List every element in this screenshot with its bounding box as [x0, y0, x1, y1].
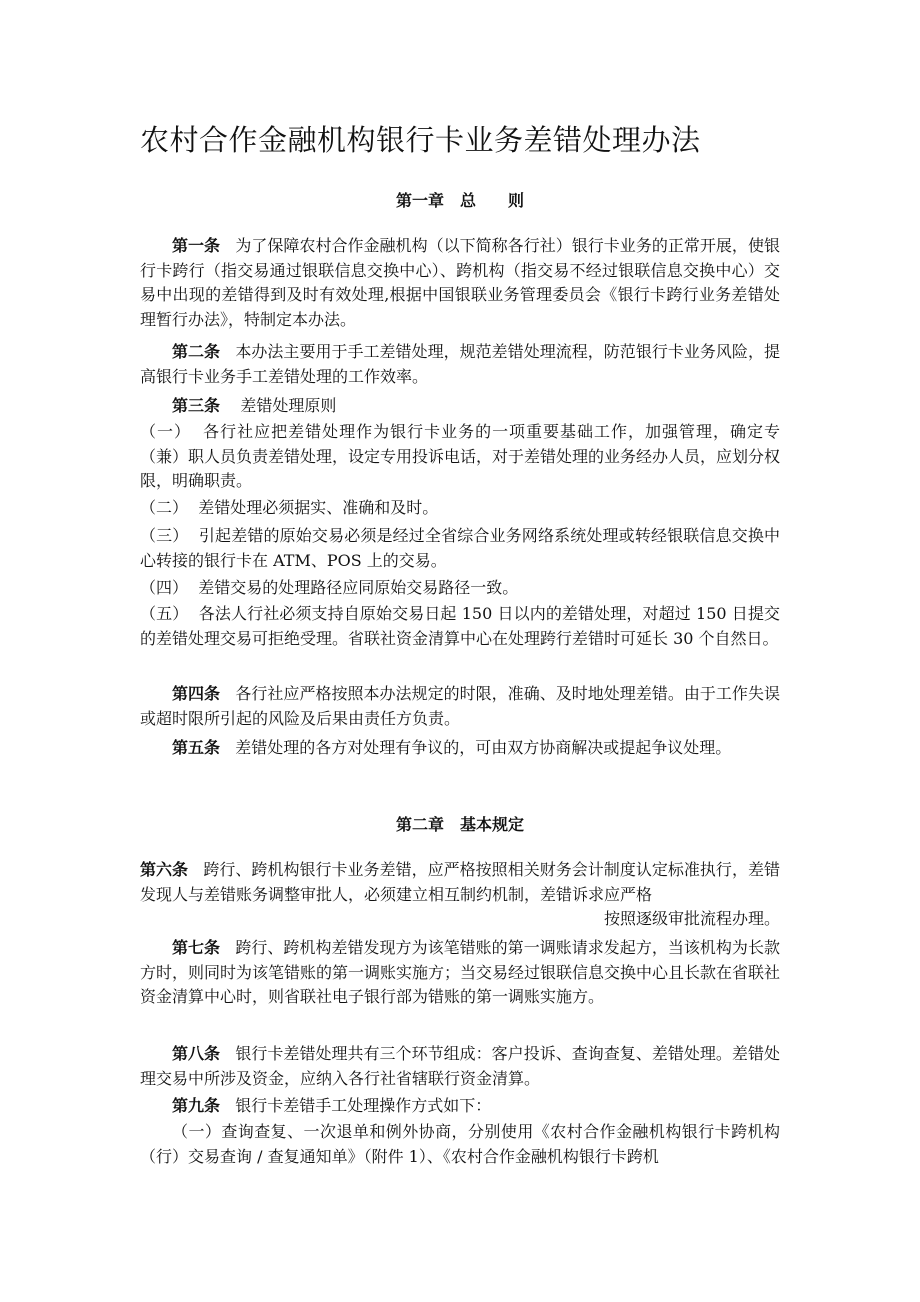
article-8 [140, 1042, 780, 1091]
article-1-text: 为了保障农村合作金融机构（以下简称各行社）银行卡业务的正常开展，使银行卡跨行（指交易通过银联信息交换中心）、跨机构（指交易不经过银联信息交换中心）交易中出现的差错得到及时有效处理,根据中国银联业务管理委员会《银行卡跨行业务差错处理暂行办法》，特制定本办法。 [140, 236, 780, 329]
article-7 [140, 936, 780, 1010]
article-4-label: 第四条 [172, 684, 221, 703]
item-text: 各行社应把差错处理作为银行卡业务的一项重要基础工作，加强管理，确定专（兼）职人员负责差错处理，设定专用投诉电话，对于差错处理的业务经办人员，应划分权限，明确职责。 [140, 422, 781, 490]
article-3-item-2 [140, 496, 780, 521]
article-7-label: 第七条 [172, 938, 221, 957]
article-3-item-4 [140, 576, 780, 601]
article-9-text: 银行卡差错手工处理操作方式如下： [235, 1096, 492, 1115]
article-9 [140, 1094, 780, 1119]
article-3-item-3 [140, 524, 780, 573]
article-5 [140, 736, 780, 761]
item-text: 差错处理必须据实、准确和及时。 [198, 498, 439, 517]
article-5-label: 第五条 [172, 738, 221, 757]
item-number: （五） [140, 604, 189, 623]
article-1-label: 第一条 [172, 236, 221, 255]
item-text: 引起差错的原始交易必须是经过全省综合业务网络系统处理或转经银联信息交换中心转接的银行卡在 ATM、POS 上的交易。 [140, 526, 780, 570]
article-3-text: 差错处理原则 [240, 396, 337, 415]
article-8-label: 第八条 [172, 1044, 221, 1063]
article-4-text: 各行社应严格按照本办法规定的时限，准确、及时地处理差错。由于工作失误或超时限所引起的风险及后果由责任方负责。 [140, 684, 780, 728]
article-3 [140, 394, 780, 419]
item-text: 差错交易的处理路径应同原始交易路径一致。 [198, 578, 519, 597]
item-number: （四） [140, 578, 189, 597]
article-9-item-1: （一）查询查复、一次退单和例外协商，分别使用《农村合作金融机构银行卡跨机构（行）交易查询 / 查复通知单》（附件 1）、《农村合作金融机构银行卡跨机 [140, 1122, 780, 1166]
article-2 [140, 340, 780, 389]
article-3-label: 第三条 [172, 396, 221, 415]
item-number: （三） [140, 526, 189, 545]
article-6 [140, 858, 780, 932]
document-title: 农村合作金融机构银行卡业务差错处理办法 [140, 123, 701, 157]
article-7-text: 跨行、跨机构差错发现方为该笔错账的第一调账请求发起方，当该机构为长款方时，则同时为该笔错账的第一调账实施方；当交易经过银联信息交换中心且长款在省联社资金清算中心时，则省联社电子银行部为错账的第一调账实施方。 [140, 938, 781, 1006]
item-number: （二） [140, 498, 189, 517]
chapter-1-heading: 第一章 总 则 [395, 191, 524, 210]
article-2-label: 第二条 [172, 342, 221, 361]
article-9-label: 第九条 [172, 1096, 221, 1115]
article-6-last-line: 按照逐级审批流程办理。 [603, 909, 780, 928]
article-6-text: 跨行、跨机构银行卡业务差错，应严格按照相关财务会计制度认定标准执行，差错发现人与差错账务调整审批人，必须建立相互制约机制，差错诉求应严格 [140, 860, 780, 904]
article-3-item-1 [140, 420, 780, 494]
article-4 [140, 682, 780, 731]
article-2-text: 本办法主要用于手工差错处理，规范差错处理流程，防范银行卡业务风险，提高银行卡业务手工差错处理的工作效率。 [140, 342, 780, 386]
item-text: 各法人行社必须支持自原始交易日起 150 日以内的差错处理，对超过 150 日提交的差错处理交易可拒绝受理。省联社资金清算中心在处理跨行差错时可延长 30 个自然日。 [140, 604, 780, 648]
article-8-text: 银行卡差错处理共有三个环节组成：客户投诉、查询查复、差错处理。差错处理交易中所涉及资金，应纳入各行社省辖联行资金清算。 [140, 1044, 780, 1088]
chapter-2-heading: 第二章 基本规定 [395, 815, 524, 834]
article-3-item-5 [140, 602, 780, 651]
article-5-text: 差错处理的各方对处理有争议的，可由双方协商解决或提起争议处理。 [235, 738, 732, 757]
article-6-label: 第六条 [140, 860, 189, 879]
item-number: （一） [140, 422, 191, 441]
article-1 [140, 234, 780, 332]
